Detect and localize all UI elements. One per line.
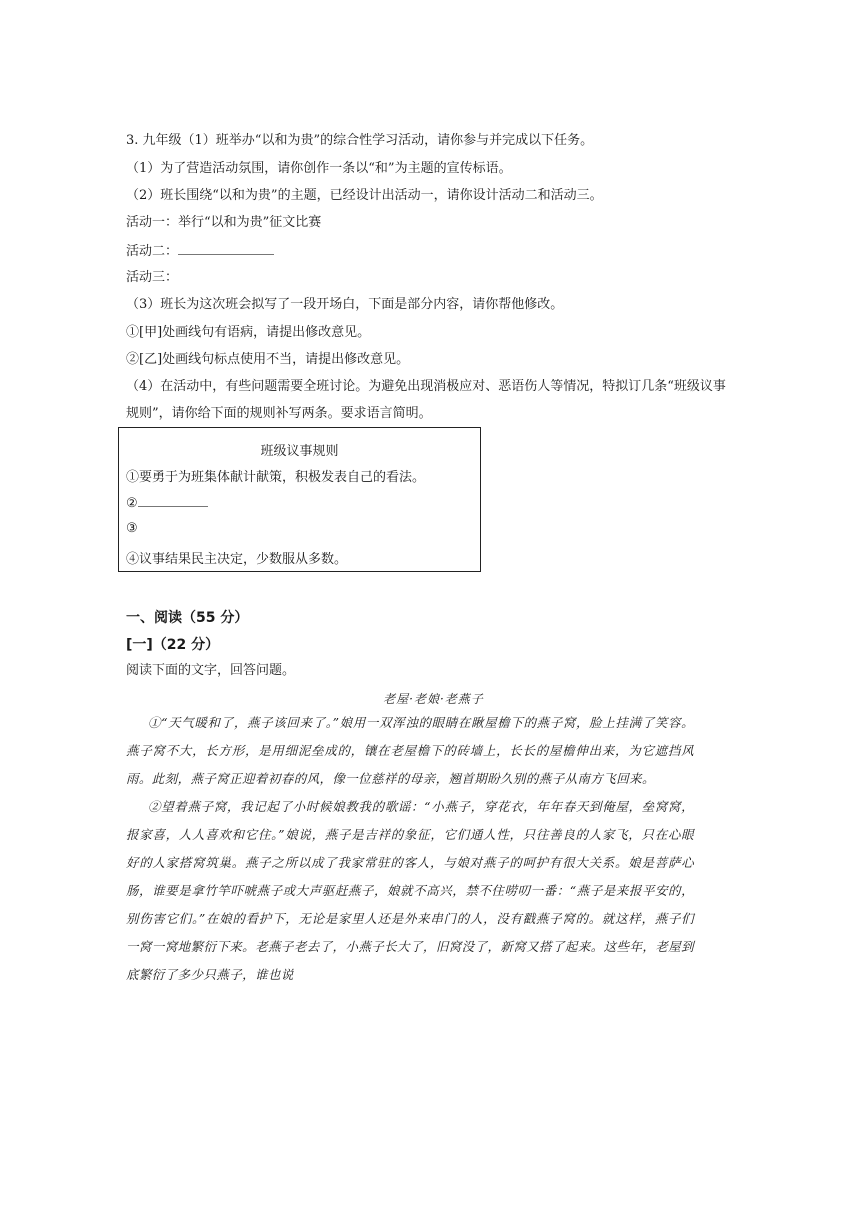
activity-3: 活动三： (126, 270, 179, 285)
activity-2 (126, 242, 274, 261)
answer-blank (178, 242, 274, 255)
task-2: （2）班长围绕“以和为贵”的主题，已经设计出活动一，请你设计活动二和活动三。 (126, 188, 603, 203)
question-intro: 3. 九年级（1）班举办“以和为贵”的综合性学习活动，请你参与并完成以下任务。 (126, 133, 594, 148)
task-3: （3）班长为这次班会拟写了一段开场白，下面是部分内容，请你帮他修改。 (126, 297, 564, 312)
rule-item-4: ④议事结果民主决定，少数服从多数。 (126, 552, 348, 567)
task-1: （1）为了营造活动氛围，请你创作一条以“和”为主题的宣传标语。 (126, 161, 512, 176)
sub-heading: [一]（22 分） (126, 637, 220, 653)
rule-item-3: ③ (126, 521, 138, 536)
article-paragraph-1: ①“天气暖和了，燕子该回来了。”娘用一双浑浊的眼睛在瞅屋檐下的燕子窝，脸上挂满了笑容。燕子窝不大，长方形，是用细泥垒成的，镶在老屋檐下的砖墙上，长长的屋檐伸出来，为它遮挡风雨。此刻，燕子窝正迎着初春的风，像一位慈祥的母亲，翘首期盼久别的燕子从南方飞回来。 (126, 715, 694, 786)
section-heading: 一、阅读（55 分） (126, 610, 249, 626)
activity-2-label: 活动二： (126, 244, 179, 259)
rule-item-1: ①要勇于为班集体献计献策，积极发表自己的看法。 (126, 470, 426, 485)
task-3-a: ①[甲]处画线句有语病，请提出修改意见。 (126, 325, 371, 340)
activity-1: 活动一：举行“以和为贵”征文比赛 (126, 215, 322, 230)
article-paragraph-2: ②望着燕子窝，我记起了小时候娘教我的歌谣：“小燕子，穿花衣，年年春天到俺屋，垒窝窝，报家喜，人人喜欢和它住。”娘说，燕子是吉祥的象征，它们通人性，只往善良的人家飞，只在心眼好的人家搭窝筑巢。燕子之所以成了我家常驻的客人，与娘对燕子的呵护有很大关系。娘是菩萨心肠，谁要是拿竹竿吓唬燕子或大声驱赶燕子，娘就不高兴，禁不住唠叨一番：“燕子是来报平安的，别伤害它们。”在娘的看护下，无论是家里人还是外来串门的人，没有戳燕子窝的。就这样，燕子们一窝一窝地繁衍下来。老燕子老去了，小燕子长大了，旧窝没了，新窝又搭了起来。这些年，老屋到底繁衍了多少只燕子，谁也说 (126, 799, 694, 982)
task-4-line-2: 规则”，请你给下面的规则补写两条。要求语言简明。 (126, 406, 432, 421)
rule-item-2 (126, 494, 208, 511)
reading-instruction: 阅读下面的文字，回答问题。 (126, 663, 296, 678)
article-title: 老屋·老娘·老燕子 (383, 692, 484, 706)
rules-box (118, 427, 481, 572)
rule-item-2-label: ② (126, 496, 138, 511)
answer-blank (138, 494, 208, 507)
rules-title: 班级议事规则 (260, 444, 339, 459)
task-3-b: ②[乙]处画线句标点使用不当，请提出修改意见。 (126, 352, 410, 367)
task-4-line-1: （4）在活动中，有些问题需要全班讨论。为避免出现消极应对、恶语伤人等情况，特拟订几条“班级议事 (126, 379, 726, 394)
